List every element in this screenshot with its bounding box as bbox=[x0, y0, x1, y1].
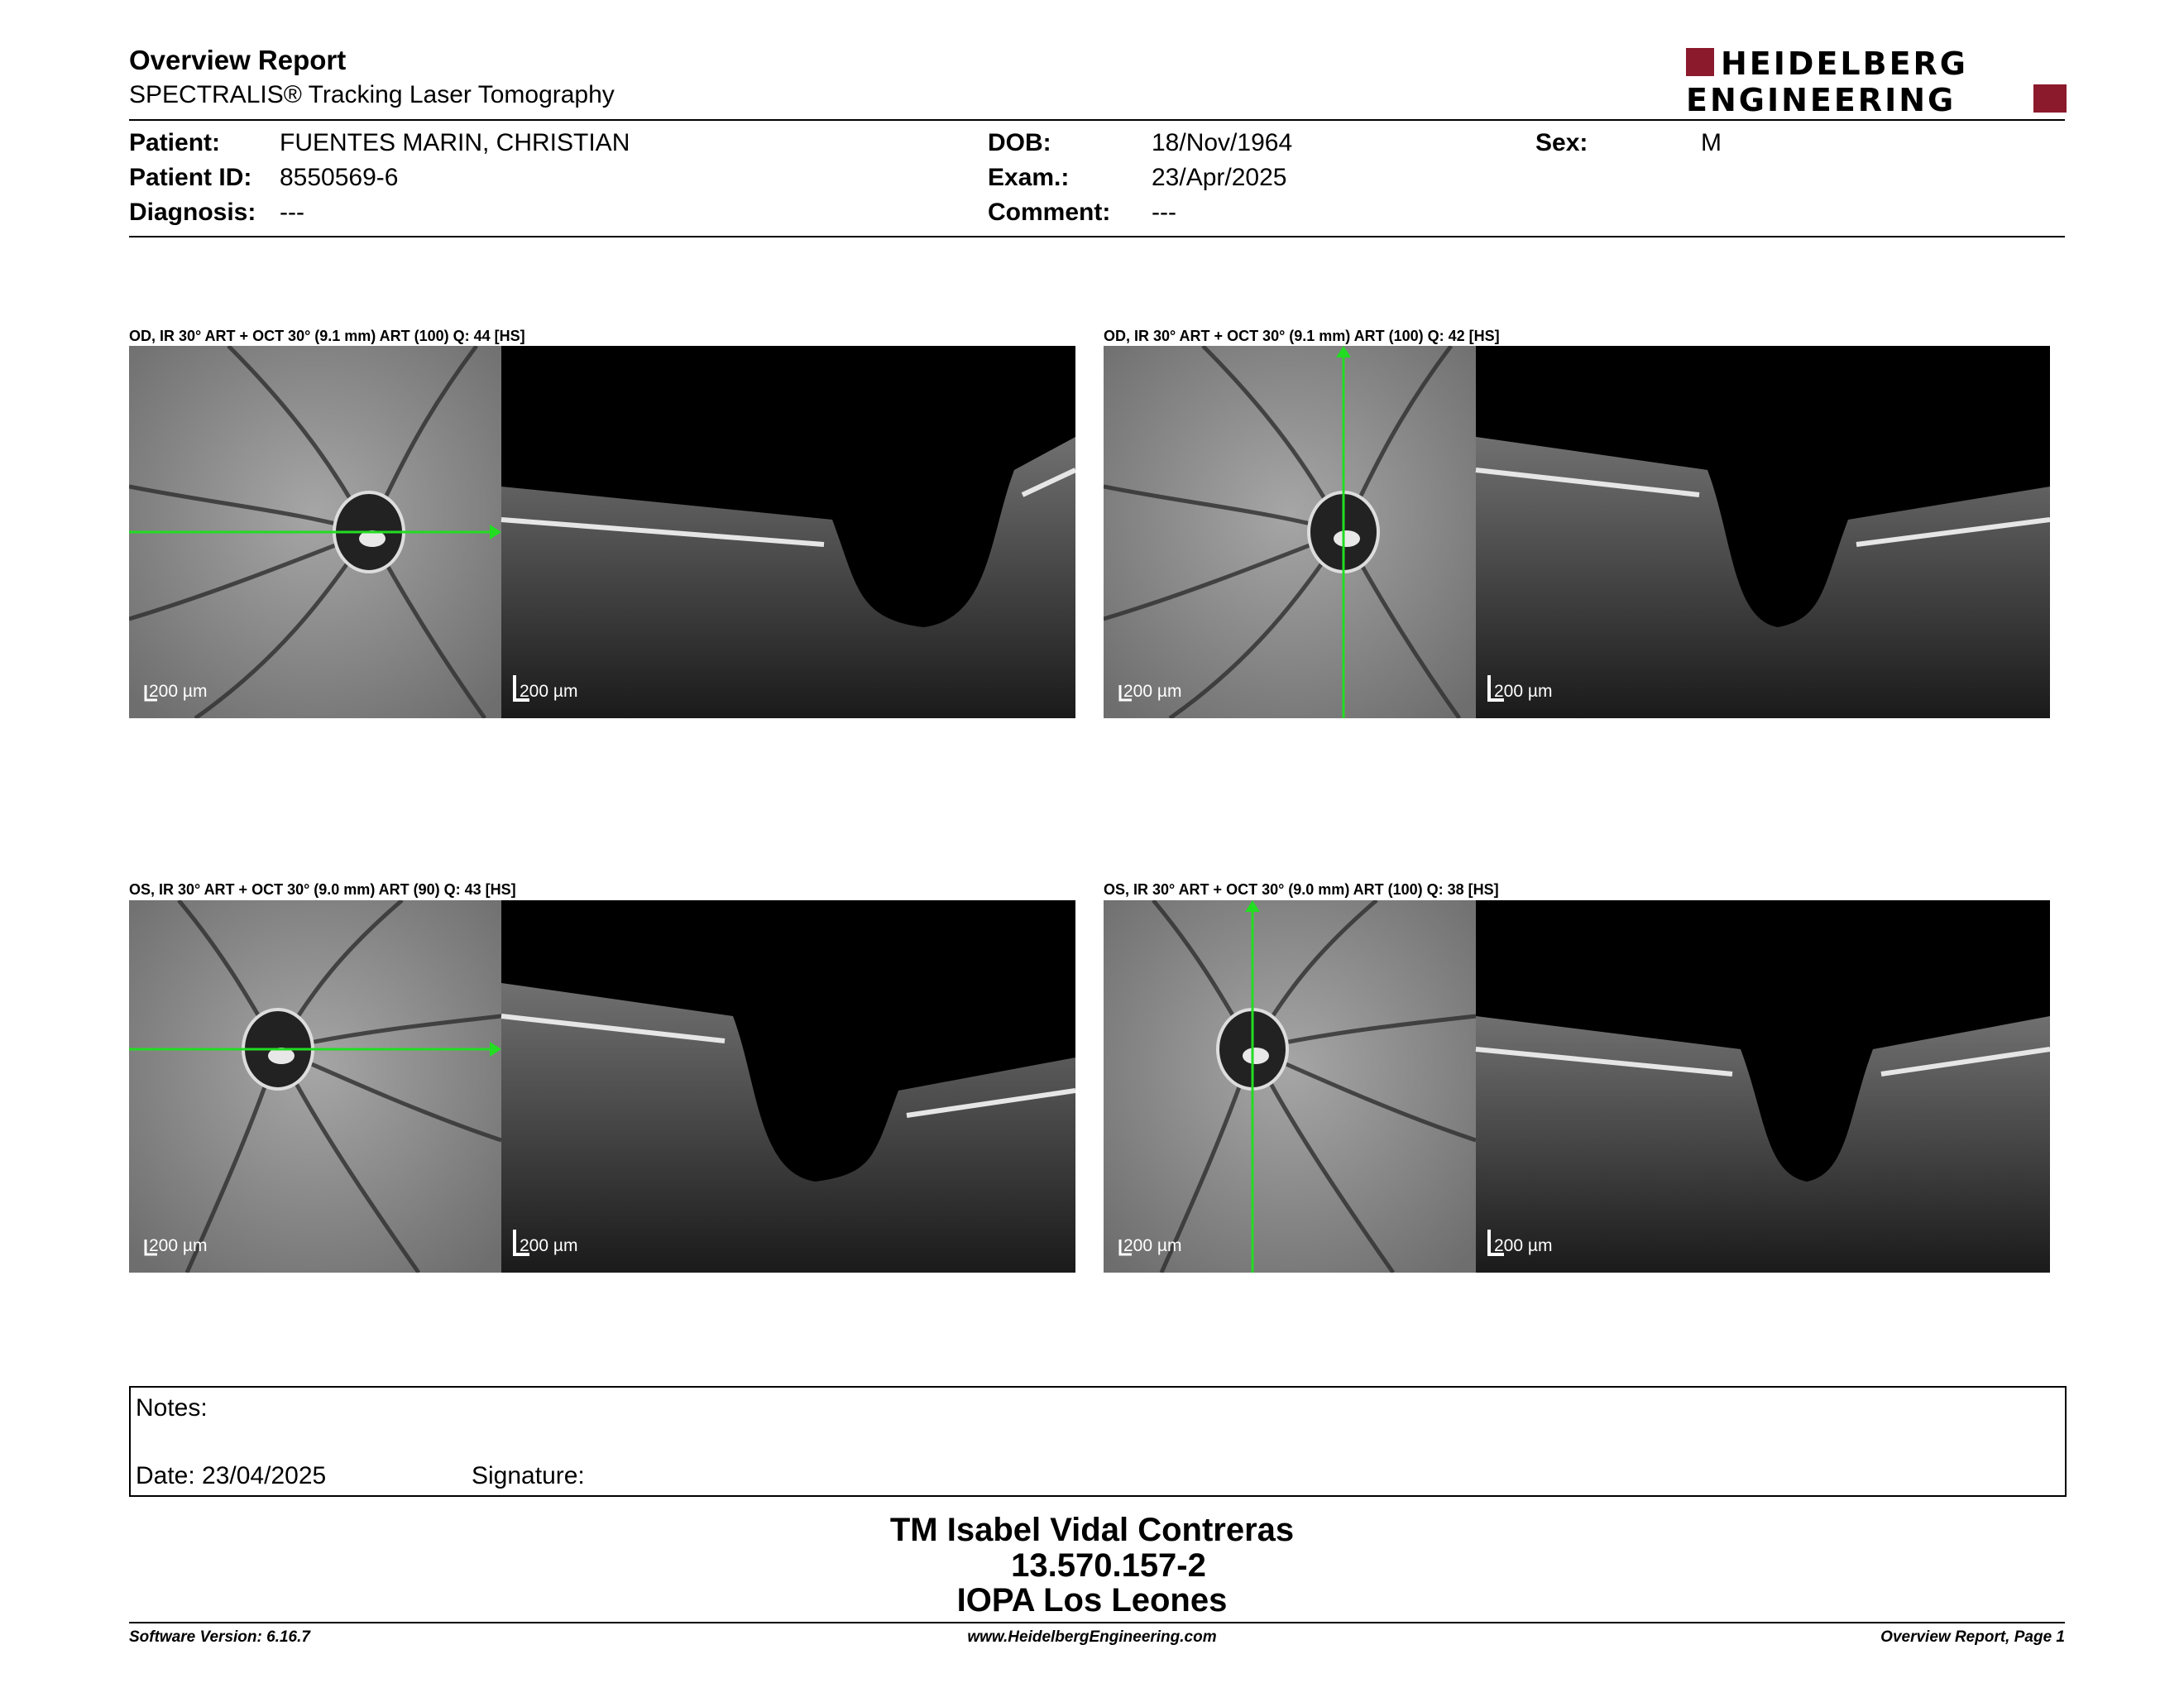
dob-value: 18/Nov/1964 bbox=[1152, 129, 1293, 156]
footer-divider bbox=[129, 1622, 2065, 1623]
ir-fundus-image bbox=[129, 900, 501, 1273]
oct-bscan-image bbox=[501, 900, 1075, 1273]
diagnosis-value: --- bbox=[280, 199, 304, 226]
signature-label: Signature: bbox=[472, 1462, 585, 1489]
svg-text:200 µm: 200 µm bbox=[1123, 682, 1182, 701]
oct-bscan-image bbox=[1476, 900, 2050, 1273]
comment-label: Comment: bbox=[988, 199, 1111, 226]
signer-name: TM Isabel Vidal Contreras bbox=[889, 1512, 1295, 1548]
scan-caption: OD, IR 30° ART + OCT 30° (9.1 mm) ART (100) Q: 44 [HS] bbox=[129, 328, 525, 344]
svg-text:200 µm: 200 µm bbox=[520, 1236, 578, 1255]
date-label: Date: 23/04/2025 bbox=[136, 1462, 327, 1489]
patient-id-label: Patient ID: bbox=[129, 164, 252, 191]
oct-bscan-image bbox=[501, 346, 1075, 718]
scan-caption: OS, IR 30° ART + OCT 30° (9.0 mm) ART (100) Q: 38 [HS] bbox=[1104, 881, 1499, 898]
oct-scan-panel bbox=[129, 346, 1075, 718]
exam-label: Exam.: bbox=[988, 164, 1070, 191]
notes-label: Notes: bbox=[136, 1394, 208, 1422]
page-number: Overview Report, Page 1 bbox=[1880, 1628, 2065, 1646]
ir-fundus-image bbox=[1104, 346, 1476, 718]
scan-caption: OD, IR 30° ART + OCT 30° (9.1 mm) ART (100) Q: 42 [HS] bbox=[1104, 328, 1500, 344]
patient-id: 8550569-6 bbox=[280, 164, 399, 191]
oct-scan-panel bbox=[129, 900, 1075, 1273]
svg-text:ENGINEERING: ENGINEERING bbox=[1686, 82, 1956, 116]
sex-value: M bbox=[1701, 129, 1722, 156]
oct-scan-panel bbox=[1104, 900, 2050, 1273]
signer-clinic: IOPA Los Leones bbox=[956, 1582, 1228, 1618]
header-divider bbox=[129, 119, 2065, 121]
svg-text:200 µm: 200 µm bbox=[1494, 682, 1553, 701]
ir-fundus-image bbox=[1104, 900, 1476, 1273]
oct-scan-panel bbox=[1104, 346, 2050, 718]
svg-text:200 µm: 200 µm bbox=[149, 682, 208, 701]
oct-bscan-image bbox=[1476, 346, 2050, 718]
patient-divider bbox=[129, 236, 2065, 237]
heidelberg-logo bbox=[1686, 45, 2067, 116]
ir-scale-bar bbox=[1120, 682, 1181, 701]
svg-text:200 µm: 200 µm bbox=[1494, 1236, 1553, 1255]
dob-label: DOB: bbox=[988, 129, 1051, 156]
website-link[interactable]: www.HeidelbergEngineering.com bbox=[967, 1628, 1217, 1646]
report-title: Overview Report bbox=[129, 45, 347, 75]
signer-id: 13.570.157-2 bbox=[1011, 1547, 1206, 1584]
svg-text:200 µm: 200 µm bbox=[520, 682, 578, 701]
software-version: Software Version: 6.16.7 bbox=[129, 1628, 310, 1646]
report-subtitle: SPECTRALIS® Tracking Laser Tomography bbox=[129, 81, 615, 108]
ir-scale-bar bbox=[146, 682, 207, 701]
svg-text:200 µm: 200 µm bbox=[1123, 1236, 1182, 1255]
comment-value: --- bbox=[1152, 199, 1176, 226]
svg-text:HEIDELBERG: HEIDELBERG bbox=[1721, 46, 1968, 82]
sex-label: Sex: bbox=[1535, 129, 1588, 156]
patient-label: Patient: bbox=[129, 129, 221, 156]
ir-scale-bar bbox=[146, 1236, 207, 1255]
diagnosis-label: Diagnosis: bbox=[129, 199, 256, 226]
ir-scale-bar bbox=[1120, 1236, 1181, 1255]
patient-name: FUENTES MARIN, CHRISTIAN bbox=[280, 129, 630, 156]
svg-text:200 µm: 200 µm bbox=[149, 1236, 208, 1255]
scan-caption: OS, IR 30° ART + OCT 30° (9.0 mm) ART (90) Q: 43 [HS] bbox=[129, 881, 516, 898]
notes-box bbox=[129, 1386, 2067, 1497]
exam-value: 23/Apr/2025 bbox=[1152, 164, 1287, 191]
